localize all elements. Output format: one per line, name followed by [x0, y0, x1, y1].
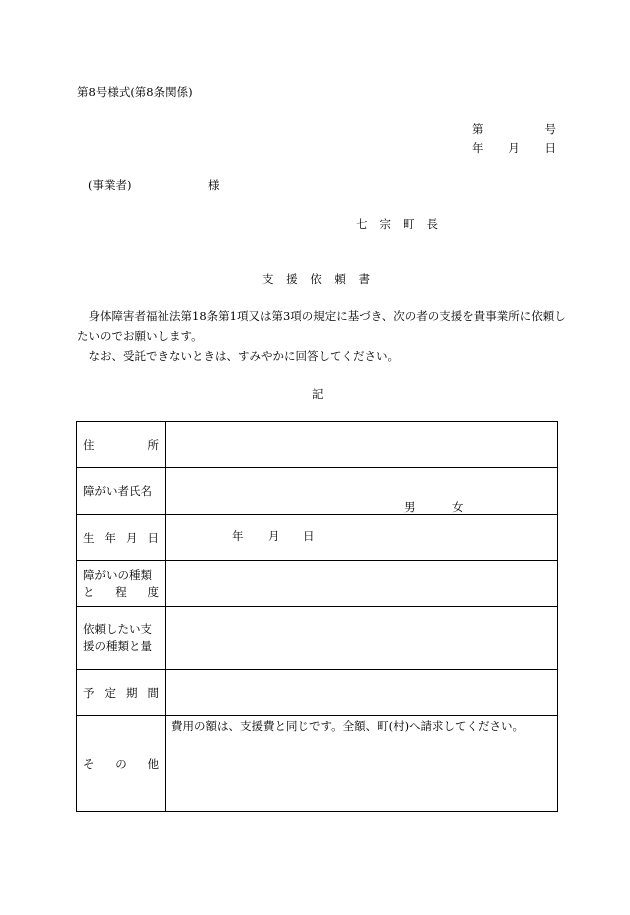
support-value-cell[interactable] [166, 607, 558, 670]
row-address [77, 422, 558, 468]
title-char: 書 [358, 272, 370, 286]
title-char: 依 [310, 272, 322, 286]
disability-label-char: 程 [115, 584, 127, 599]
form-number: 第8号様式(第8条関係) [77, 85, 193, 99]
sex-option-male[interactable]: 男 [404, 500, 416, 514]
body-paragraph-1: 身体障害者福祉法第18条第1項又は第3項の規定に基づき、次の者の支援を貴事業所に依頼したいのでお願いします。 [77, 309, 566, 343]
disability-label-char: 度 [147, 584, 159, 599]
row-support [77, 607, 558, 670]
support-label-cell [77, 607, 166, 670]
address-label-char: 所 [147, 437, 159, 452]
date-year: 年 [472, 141, 484, 155]
period-label-char: 予 [83, 685, 95, 700]
disability-label-line1: 障がいの種類 [83, 567, 152, 582]
sender-char: 宗 [379, 217, 391, 231]
title-char: 援 [286, 272, 298, 286]
other-label-cell [77, 716, 166, 812]
address-label-cell [77, 422, 166, 468]
period-label-cell [77, 670, 166, 716]
title-char: 支 [262, 272, 274, 286]
birthdate-label-char: 生 [83, 530, 95, 545]
period-label-char: 期 [126, 685, 138, 700]
date-day: 日 [544, 141, 556, 155]
row-other [77, 716, 558, 812]
document-title [262, 274, 370, 286]
row-disability [77, 561, 558, 607]
birth-day-unit: 日 [303, 529, 315, 543]
support-label-line1: 依頼したい支 [83, 622, 152, 636]
other-value-cell[interactable] [166, 716, 558, 812]
sender-name [356, 219, 438, 231]
other-label-char: 他 [147, 756, 159, 771]
birthdate-label-cell [77, 515, 166, 561]
disability-label-cell [77, 561, 166, 607]
row-period [77, 670, 558, 716]
sex-option-female[interactable]: 女 [452, 500, 464, 514]
sender-char: 町 [403, 217, 415, 231]
doc-number-prefix: 第 [472, 122, 484, 136]
birth-month-unit: 月 [268, 529, 280, 543]
period-label-char: 定 [104, 685, 116, 700]
document-date-field [472, 143, 556, 155]
sender-char: 長 [426, 217, 438, 231]
period-label-char: 間 [147, 685, 159, 700]
other-value-text: 費用の額は、支援費と同じです。全額、町(村)へ請求してください。 [171, 719, 525, 733]
date-month: 月 [508, 141, 520, 155]
doc-number-suffix: 号 [544, 122, 556, 136]
birthdate-label-char: 日 [147, 530, 159, 545]
period-value-cell[interactable] [166, 670, 558, 716]
birthdate-label-char: 月 [126, 530, 138, 545]
birthdate-label-char: 年 [104, 530, 116, 545]
body-paragraph-2: なお、受託できないときは、すみやかに回答してください。 [77, 349, 399, 363]
other-label-char: の [115, 756, 127, 771]
disability-label-char: と [83, 584, 95, 599]
other-label-char: そ [83, 756, 95, 771]
name-value-cell[interactable] [166, 468, 558, 515]
title-char: 頼 [334, 272, 346, 286]
birthdate-value-cell[interactable] [166, 515, 558, 561]
sender-char: 七 [356, 217, 368, 231]
row-birthdate [77, 515, 558, 561]
support-label-line2: 援の種類と量 [83, 639, 152, 653]
row-name [77, 468, 558, 515]
address-value-cell[interactable] [166, 422, 558, 468]
name-label: 障がい者氏名 [83, 484, 152, 498]
request-details-table [76, 421, 558, 812]
name-label-cell [77, 468, 166, 515]
record-heading: 記 [312, 387, 324, 401]
addressee-label: (事業者) [88, 178, 132, 192]
addressee-honorific: 様 [208, 178, 220, 192]
document-number-field [472, 124, 556, 136]
address-label-char: 住 [83, 437, 95, 452]
birth-year-unit: 年 [232, 529, 244, 543]
disability-value-cell[interactable] [166, 561, 558, 607]
